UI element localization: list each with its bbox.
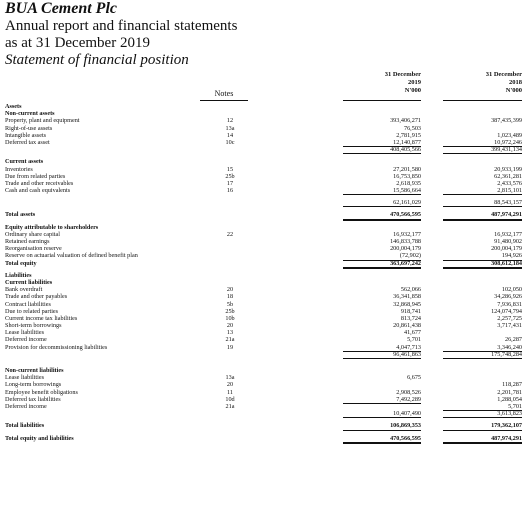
row-value-2019: 32,868,945 [393,300,421,308]
row-value-2018: 1,288,054 [497,395,522,403]
row-note: 19 [226,343,234,351]
row-value-2018: 487,974,291 [435,211,522,218]
row-label: Due to related parties [5,307,59,315]
company-name: BUA Cement Plc [5,0,117,17]
row-note: 10b [225,314,235,322]
row-value-2018: 34,286,926 [494,293,522,301]
row-note: 20 [226,322,234,330]
row-label: Cash and cash equivalents [5,187,71,195]
row-note: 5b [226,300,234,308]
row-value-2018: 3,346,240 [435,344,522,351]
statement-row [5,381,521,388]
row-value-2019: 16,753,850 [393,172,421,180]
row-value-2018: 124,074,794 [491,307,522,315]
statement-row [5,389,521,396]
row-note: 25b [225,307,235,315]
row-value-2019: 4,047,713 [335,344,421,351]
row-value-2018: 62,361,281 [494,172,522,180]
row-label: Right-of-use assets [5,124,53,132]
row-label: Ordinary share capital [5,230,60,238]
statement-row [5,403,521,410]
statement-row [5,231,521,238]
statement-row [5,308,521,315]
row-value-2019: 7,492,289 [396,395,421,403]
row-label: Deferred income [5,336,47,344]
subtotal-row [5,410,521,417]
statement-row [5,301,521,308]
row-value-2019: 363,697,242 [335,260,421,267]
statement-row [5,367,521,374]
statement-row [5,422,521,429]
statement-row [5,117,521,124]
statement-row [5,293,521,300]
row-note: 11 [227,388,233,396]
row-note: 13a [225,124,235,132]
row-note: 18 [226,293,234,301]
row-value-2018: 487,974,291 [435,435,522,442]
row-label: Intangible assets [5,131,47,139]
subtotal-row [5,199,521,206]
row-value-2019: (72,902) [335,252,421,259]
row-value-2018: 194,926 [435,252,522,259]
statement-row [5,329,521,336]
row-label: Short-term borrowings [5,322,62,330]
row-note: 25b [225,172,235,180]
statement-row [5,224,521,231]
row-value-2018: 200,004,179 [491,245,522,253]
statement-row [5,211,521,218]
row-value-2019: 146,833,788 [390,238,421,245]
row-label: Liabilities [5,271,32,279]
row-label: Non-current liabilities [5,367,64,374]
statement-row [5,260,521,267]
row-note: 10c [225,138,235,146]
statement-row [5,344,521,351]
row-value-2019: 12,140,877 [335,139,421,146]
statement-header [5,0,521,69]
row-label: Non-current assets [5,110,55,118]
row-label: Trade and other payables [5,293,68,301]
row-label: Due from related parties [5,172,66,180]
row-label: Provision for decommissioning liabilities [5,343,108,351]
row-value-2019: 20,861,438 [393,322,421,330]
statement-row [5,396,521,403]
notes-header-rule [200,100,248,101]
row-value-2018: 175,748,284 [435,351,522,358]
row-note: 16 [226,187,234,195]
column-2019-header [335,71,421,95]
statement-row [5,110,521,117]
notes-column-header: Notes [214,89,234,98]
statement-row [5,132,521,139]
row-value-2019: 10,407,490 [335,410,421,417]
row-value-2018: 179,362,107 [435,422,522,429]
row-value-2018: 5,701 [435,403,522,410]
row-value-2019: 106,869,353 [335,422,421,429]
row-value-2019: 76,503 [403,124,421,132]
row-label: Total liabilities [5,422,45,430]
row-value-2019: 2,908,526 [396,388,421,396]
column-2018-header [435,71,522,95]
row-value-2018: 7,936,831 [497,300,522,308]
row-value-2018: 20,933,199 [494,165,522,173]
row-label: Retained earnings [5,238,50,245]
row-label: Deferred tax liabilities [5,395,61,403]
row-value-2018: 1,023,489 [497,131,522,139]
row-label: Deferred tax asset [5,138,50,146]
row-value-2019: 813,724 [400,314,421,322]
row-label: Reserve on actuarial valuation of defined benefit plan [5,252,138,260]
column-2018-date: 31 December [485,71,522,78]
statement-row [5,187,521,194]
row-label: Property, plant and equipment [5,117,80,125]
row-value-2019: 6,675 [407,374,421,382]
row-value-2018: 399,431,134 [435,146,522,153]
statement-row [5,103,521,110]
statement-row [5,139,521,146]
column-2018-year: 2018 [509,79,522,86]
column-2019-year: 2019 [408,79,421,86]
row-note: 15 [226,165,234,173]
row-value-2018: 10,972,246 [435,139,522,146]
row-label: Deferred income [5,402,47,410]
row-note: 20 [226,381,234,389]
row-note: 22 [226,230,234,238]
row-value-2019: 470,566,595 [335,211,421,218]
row-value-2019: 200,004,179 [390,245,421,253]
row-label: Total equity [5,259,37,267]
row-value-2019: 27,201,580 [393,165,421,173]
row-value-2019: 36,341,858 [393,293,421,301]
statement-row [5,252,521,259]
row-spacer [5,358,521,367]
row-note: 21a [225,402,235,410]
row-value-2019: 393,406,271 [390,117,421,125]
row-note: 13a [225,374,235,382]
report-subtitle: Annual report and financial statements [5,18,238,34]
row-note: 10d [225,395,235,403]
row-value-2019: 96,461,863 [335,351,421,358]
row-value-2018: 2,815,101 [435,187,522,194]
column-2019-unit: N'000 [404,87,421,94]
statement-row [5,322,521,329]
statement-row [5,286,521,293]
statement-row [5,125,521,132]
statement-rows [5,103,521,442]
subtotal-row [5,351,521,358]
row-note: 17 [226,179,234,187]
row-label: Trade and other receivables [5,179,74,187]
row-label: Total equity and liabilities [5,434,74,442]
row-label: Current assets [5,158,44,166]
row-value-2019: 562,066 [400,286,421,294]
row-label: Bank overdraft [5,286,43,294]
row-value-2018: 16,932,177 [494,230,522,238]
subtotal-row [5,146,521,153]
statement-row [5,336,521,343]
row-label: Employee benefit obligations [5,388,78,396]
row-note: 13 [226,329,234,337]
statement-row [5,435,521,442]
statement-title: Statement of financial position [5,52,189,68]
row-label: Contract liabilities [5,300,51,308]
row-value-2018: 102,050 [501,286,522,294]
row-value-2019: 41,677 [403,329,421,337]
row-value-2018: 118,287 [502,381,522,389]
row-value-2018: 308,612,184 [435,260,522,267]
statement-row [5,315,521,322]
row-value-2018: 2,433,576 [497,179,522,187]
row-label: Long-term borrowings [5,381,62,389]
row-note: 14 [226,131,234,139]
row-value-2019: 2,618,935 [396,179,421,187]
statement-row [5,245,521,252]
row-value-2018: 387,435,399 [491,117,522,125]
row-label: Assets [5,103,22,110]
col-2018-header-rule [443,100,522,101]
row-label: Equity attributable to shareholders [5,223,99,231]
statement-row [5,158,521,165]
statement-row [5,180,521,187]
report-date: as at 31 December 2019 [5,35,150,51]
statement-row [5,238,521,245]
row-value-2019: 15,586,664 [335,187,421,194]
row-value-2019: 408,405,566 [335,146,421,153]
statement-row [5,374,521,381]
row-value-2019: 918,741 [400,307,421,315]
col-2019-header-rule [343,100,421,101]
column-headers [0,71,526,101]
row-label: Current liabilities [5,278,53,286]
row-label: Reorganisation reserve [5,245,62,253]
row-value-2018: 3,613,823 [435,410,522,417]
row-label: Total assets [5,211,36,219]
row-note: 12 [226,117,234,125]
row-label: Inventories [5,165,33,173]
statement-row [5,166,521,173]
row-value-2018: 2,201,781 [497,388,522,396]
row-note: 21a [225,336,235,344]
statement-row [5,173,521,180]
row-value-2019: 16,932,177 [393,230,421,238]
statement-row [5,272,521,279]
row-label: Lease liabilities [5,374,45,382]
row-note: 20 [226,286,234,294]
row-value-2018: 91,480,902 [494,238,522,245]
row-value-2018: 3,717,431 [497,322,522,330]
column-2018-unit: N'000 [505,87,522,94]
statement-row [5,279,521,286]
row-value-2019: 5,701 [407,336,421,344]
row-value-2019: 470,566,595 [335,435,421,442]
row-value-2018: 26,287 [504,336,522,344]
row-label: Current income tax liabilities [5,314,78,322]
row-label: Lease liabilities [5,329,45,337]
row-value-2018: 88,543,157 [435,199,522,206]
column-2019-date: 31 December [384,71,421,78]
row-value-2019: 2,781,915 [396,131,421,139]
row-value-2018: 2,257,725 [497,314,522,322]
row-value-2019: 62,161,029 [335,199,421,206]
